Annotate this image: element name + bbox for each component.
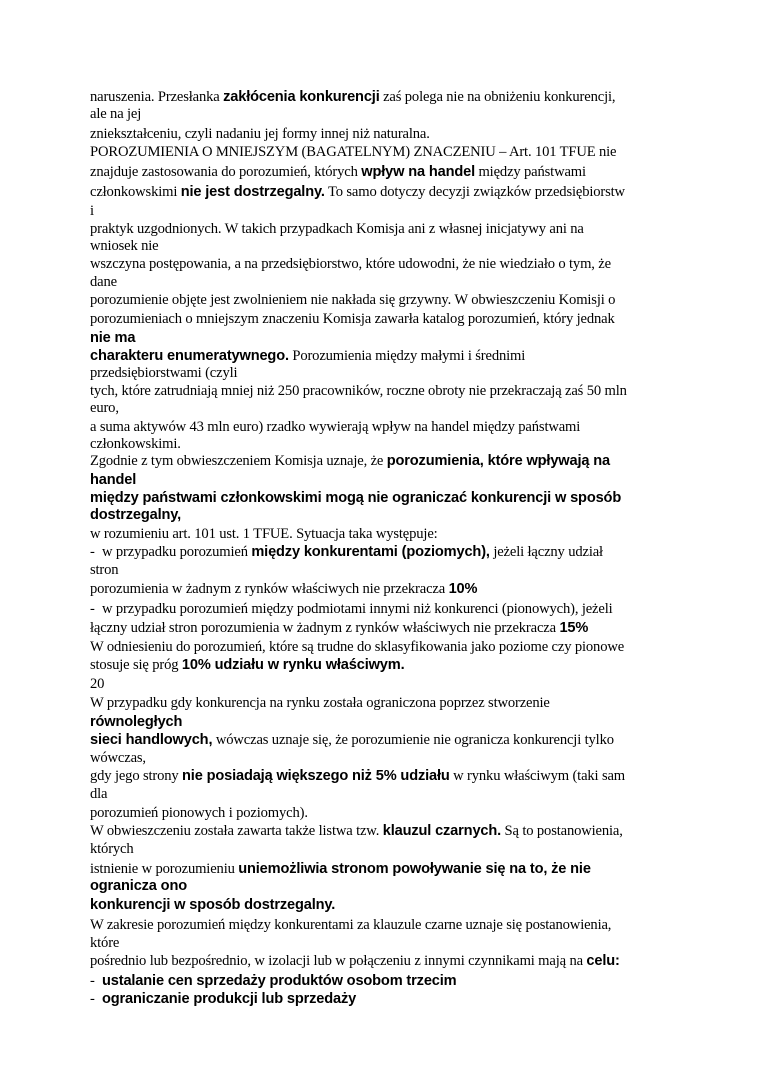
text-segment: W obwieszczeniu została zawarta także listwa tzw.: [90, 823, 383, 839]
bold-text: ustalanie cen sprzedaży produktów osobom trzecim: [102, 973, 457, 989]
bold-text: ograniczanie produkcji lub sprzedaży: [102, 991, 357, 1007]
text-segment: przedsiębiorstwami (czyli: [90, 365, 238, 381]
text-line: [90, 694, 550, 712]
text-line: [90, 220, 584, 238]
text-line: [90, 489, 621, 507]
text-line: [90, 749, 146, 767]
text-line: [90, 896, 335, 914]
text-segment: W odniesieniu do porozumień, które są trudne do sklasyfikowania jako poziome czy pionowe: [90, 639, 625, 655]
text-line: [90, 804, 308, 822]
text-line: [90, 255, 611, 273]
text-line: [90, 291, 615, 309]
text-segment: łączny udział stron porozumienia w żadnym z rynków właściwych nie przekracza: [90, 620, 560, 636]
text-line: [90, 399, 119, 417]
bold-text: celu:: [586, 953, 620, 969]
text-segment: 20: [90, 676, 105, 692]
bold-text: 10% udziału w rynku właściwym.: [181, 657, 405, 673]
text-line: [90, 656, 405, 674]
text-line: [90, 143, 616, 161]
bold-text: charakteru enumeratywnego.: [90, 348, 289, 364]
bold-text: porozumienia, które wpływają na: [386, 453, 610, 469]
text-line: [90, 202, 94, 220]
text-line: [90, 916, 611, 934]
text-segment: a suma aktywów 43 mln euro) rzadko wywierają wpływ na handel między państwami: [90, 419, 581, 435]
bold-text: sieci handlowych,: [90, 732, 213, 748]
text-segment: których: [90, 841, 134, 857]
text-line: [90, 183, 625, 201]
text-line: [90, 543, 603, 561]
text-line: [90, 435, 181, 453]
bold-text: wpływ na handel: [361, 164, 475, 180]
text-segment: wszczyna postępowania, a na przedsiębiorstwo, które udowodni, że nie wiedziało o tym, że: [90, 256, 611, 272]
text-line: [90, 713, 182, 731]
text-line: [90, 785, 107, 803]
text-segment: ale na jej: [90, 106, 142, 122]
text-segment: zniekształceniu, czyli nadaniu jej formy innej niż naturalna.: [90, 126, 430, 142]
text-segment: euro,: [90, 400, 119, 416]
text-line: [90, 580, 477, 598]
text-line: [90, 561, 118, 579]
text-segment: porozumienia w żadnym z rynków właściwych nie przekracza: [90, 581, 449, 597]
text-segment: w rynku właściwym (taki sam: [449, 768, 626, 784]
bold-text: między państwami członkowskimi mogą nie ograniczać konkurencji w sposób: [90, 490, 622, 506]
text-segment: porozumieniach o mniejszym znaczeniu Komisja zawarła katalog porozumień, który jednak: [90, 311, 615, 327]
bold-text: klauzul czarnych.: [382, 823, 502, 839]
bold-text: nie ma: [90, 330, 136, 346]
text-line: [90, 731, 614, 749]
text-segment: znajduje zastosowania do porozumień, których: [90, 164, 362, 180]
text-segment: To samo dotyczy decyzji związków przedsiębiorstw: [324, 184, 625, 200]
text-segment: wówczas uznaje się, że porozumienie nie ogranicza konkurencji tylko: [212, 732, 614, 748]
text-segment: Są to postanowienia,: [501, 823, 623, 839]
text-line: [90, 990, 356, 1008]
text-line: [90, 525, 438, 543]
text-segment: jeżeli łączny udział: [489, 544, 603, 560]
text-segment: członkowskimi.: [90, 436, 181, 452]
text-line: [90, 471, 136, 489]
text-segment: stron: [90, 562, 119, 578]
text-segment: praktyk uzgodnionych. W takich przypadkach Komisja ani z własnej inicjatywy ani na: [90, 221, 584, 237]
list-dash: -: [90, 991, 95, 1007]
bold-text: ogranicza ono: [90, 878, 187, 894]
text-line: [90, 452, 610, 470]
list-dash: -: [90, 544, 95, 560]
text-segment: i: [90, 203, 94, 219]
text-segment: naruszenia. Przesłanka: [90, 89, 224, 105]
bold-text: zakłócenia konkurencji: [223, 89, 380, 105]
text-segment: istnienie w porozumieniu: [90, 861, 239, 877]
text-line: [90, 418, 580, 436]
bold-text: konkurencji w sposób dostrzegalny.: [90, 897, 336, 913]
text-segment: W przypadku gdy konkurencja na rynku została ograniczona poprzez stworzenie: [90, 695, 550, 711]
text-line: [90, 619, 588, 637]
bold-text: między konkurentami (poziomych),: [251, 544, 490, 560]
text-line: [90, 347, 525, 365]
text-segment: tych, które zatrudniają mniej niż 250 pracowników, roczne obroty nie przekraczają zaś 50 mln: [90, 383, 627, 399]
bold-text: 15%: [559, 620, 589, 636]
bold-text: równoległych: [90, 714, 183, 730]
text-line: [90, 310, 615, 328]
text-line: [90, 767, 625, 785]
text-line: [90, 364, 237, 382]
text-line: [90, 934, 119, 952]
text-line: [90, 860, 591, 878]
text-segment: stosuje się próg: [90, 657, 182, 673]
text-segment: dane: [90, 274, 117, 290]
text-segment: wniosek nie: [90, 238, 159, 254]
text-segment: w przypadku porozumień: [102, 544, 252, 560]
bold-text: 10%: [448, 581, 478, 597]
bold-text: uniemożliwia stronom powoływanie się na to, że nie: [238, 861, 591, 877]
text-line: [90, 88, 615, 106]
bold-text: dostrzegalny,: [90, 507, 182, 523]
text-line: [90, 877, 187, 895]
text-segment: POROZUMIENIA O MNIEJSZYM (BAGATELNYM) ZNACZENIU – Art. 101 TFUE nie: [90, 144, 617, 160]
text-segment: między państwami: [474, 164, 586, 180]
text-line: [90, 600, 613, 618]
text-segment: dla: [90, 786, 108, 802]
text-segment: wówczas,: [90, 750, 146, 766]
text-segment: które: [90, 935, 120, 951]
text-segment: pośrednio lub bezpośrednio, w izolacji lub w połączeniu z innymi czynnikami mają na: [90, 953, 587, 969]
text-segment: w przypadku porozumień między podmiotami innymi niż konkurenci (pionowych), jeżeli: [102, 601, 613, 617]
text-line: [90, 675, 104, 693]
bold-text: handel: [90, 472, 137, 488]
bold-text: nie posiadają większego niż 5% udziału: [182, 768, 450, 784]
text-segment: gdy jego strony: [90, 768, 183, 784]
text-line: [90, 972, 456, 990]
text-segment: członkowskimi: [90, 184, 181, 200]
text-segment: Porozumienia między małymi i średnimi: [288, 348, 526, 364]
text-segment: porozumienie objęte jest zwolnieniem nie nakłada się grzywny. W obwieszczeniu Komisji o: [90, 292, 616, 308]
text-line: [90, 952, 620, 970]
bold-text: nie jest dostrzegalny.: [180, 184, 325, 200]
text-segment: zaś polega nie na obniżeniu konkurencji,: [379, 89, 616, 105]
text-line: [90, 273, 117, 291]
text-segment: porozumień pionowych i poziomych).: [90, 805, 308, 821]
list-dash: -: [90, 973, 95, 989]
text-line: [90, 822, 623, 840]
text-line: [90, 506, 181, 524]
text-line: [90, 105, 141, 123]
text-line: [90, 125, 430, 143]
text-line: [90, 329, 135, 347]
text-line: [90, 163, 586, 181]
text-segment: w rozumieniu art. 101 ust. 1 TFUE. Sytuacja taka występuje:: [90, 526, 438, 542]
text-line: [90, 382, 627, 400]
text-segment: Zgodnie z tym obwieszczeniem Komisja uznaje, że: [90, 453, 387, 469]
list-dash: -: [90, 601, 95, 617]
text-segment: W zakresie porozumień między konkurentami za klauzule czarne uznaje się postanowienia,: [90, 917, 612, 933]
text-line: [90, 638, 624, 656]
text-line: [90, 840, 134, 858]
text-line: [90, 237, 158, 255]
